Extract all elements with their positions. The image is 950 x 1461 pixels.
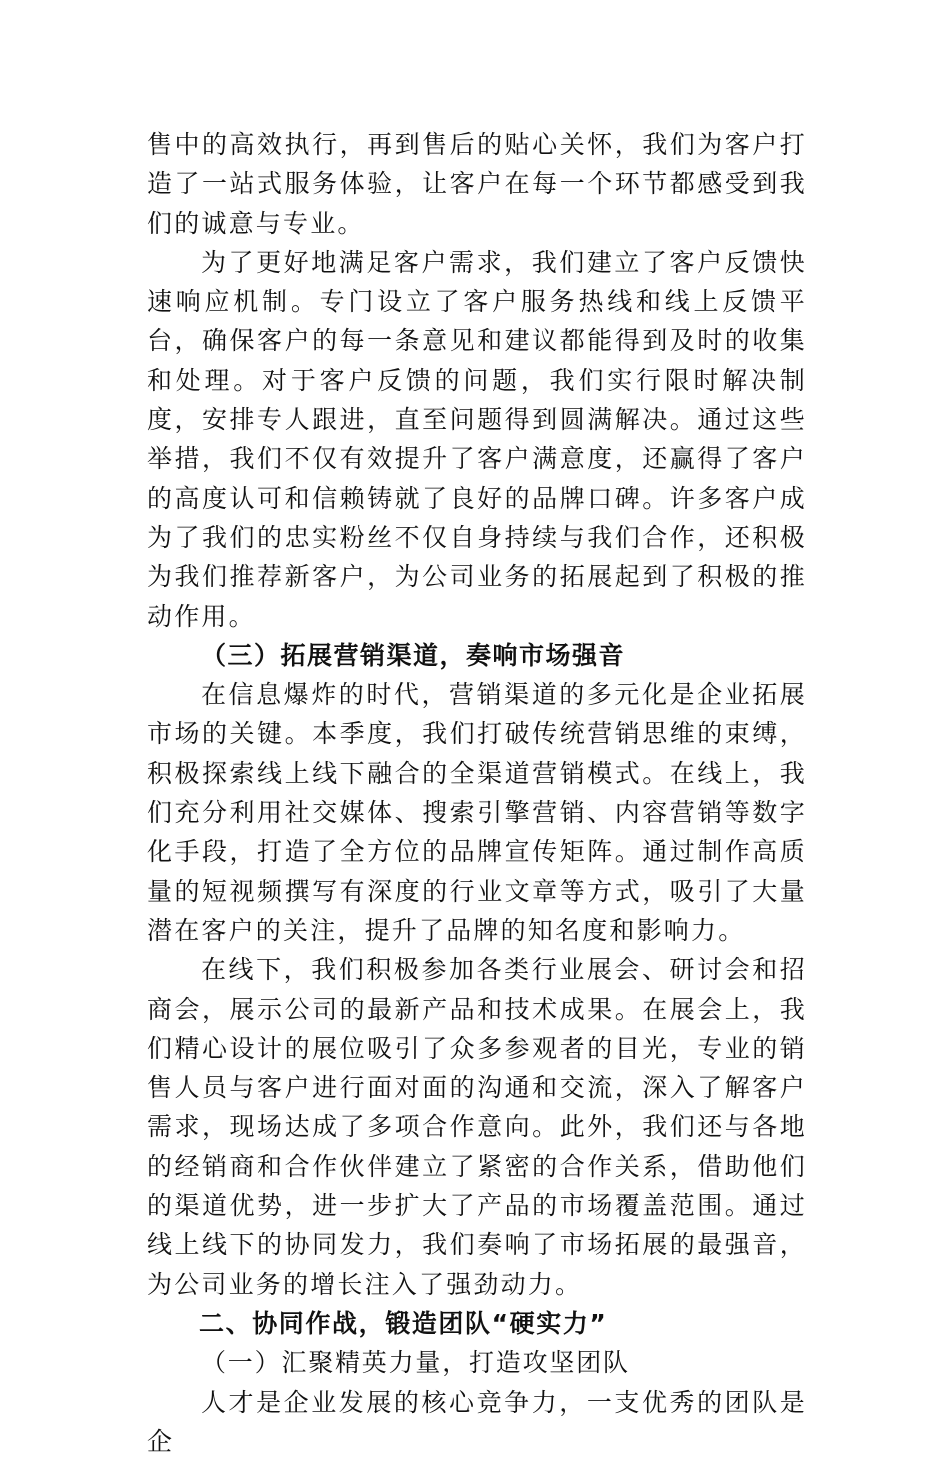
paragraph-feedback-mechanism: 为了更好地满足客户需求，我们建立了客户反馈快速响应机制。专门设立了客户服务热线和线上反馈平台，确保客户的每一条意见和建议都能得到及时的收集和处理。对于客户反馈的问题，我们实行限时解决制度，安排专人跟进，直至问题得到圆满解决。通过这些举措，我们不仅有效提升了客户满意度，还赢得了客户的高度认可和信赖铸就了良好的品牌口碑。许多客户成为了我们的忠实粉丝不仅自身持续与我们合作，还积极为我们推荐新客户，为公司业务的拓展起到了积极的推动作用。 [147,243,807,636]
paragraph-continued: 售中的高效执行，再到售后的贴心关怀，我们为客户打造了一站式服务体验，让客户在每一个环节都感受到我们的诚意与专业。 [147,125,807,243]
paragraph-online-marketing: 在信息爆炸的时代，营销渠道的多元化是企业拓展市场的关键。本季度，我们打破传统营销思维的束缚，积极探索线上线下融合的全渠道营销模式。在线上，我们充分利用社交媒体、搜索引擎营销、内容营销等数字化手段，打造了全方位的品牌宣传矩阵。通过制作高质量的短视频撰写有深度的行业文章等方式，吸引了大量潜在客户的关注，提升了品牌的知名度和影响力。 [147,675,807,950]
subheading-elite-team: （一）汇聚精英力量，打造攻坚团队 [147,1343,807,1382]
document-body [147,125,807,1461]
main-heading-team: 二、协同作战，锻造团队“硬实力” [147,1304,807,1343]
subheading-marketing-channels: （三）拓展营销渠道，奏响市场强音 [147,636,807,675]
paragraph-offline-marketing: 在线下，我们积极参加各类行业展会、研讨会和招商会，展示公司的最新产品和技术成果。在展会上，我们精心设计的展位吸引了众多参观者的目光，专业的销售人员与客户进行面对面的沟通和交流，深入了解客户需求，现场达成了多项合作意向。此外，我们还与各地的经销商和合作伙伴建立了紧密的合作关系，借助他们的渠道优势，进一步扩大了产品的市场覆盖范围。通过线上线下的协同发力，我们奏响了市场拓展的最强音，为公司业务的增长注入了强劲动力。 [147,950,807,1304]
paragraph-talent: 人才是企业发展的核心竞争力，一支优秀的团队是企 [147,1383,807,1461]
